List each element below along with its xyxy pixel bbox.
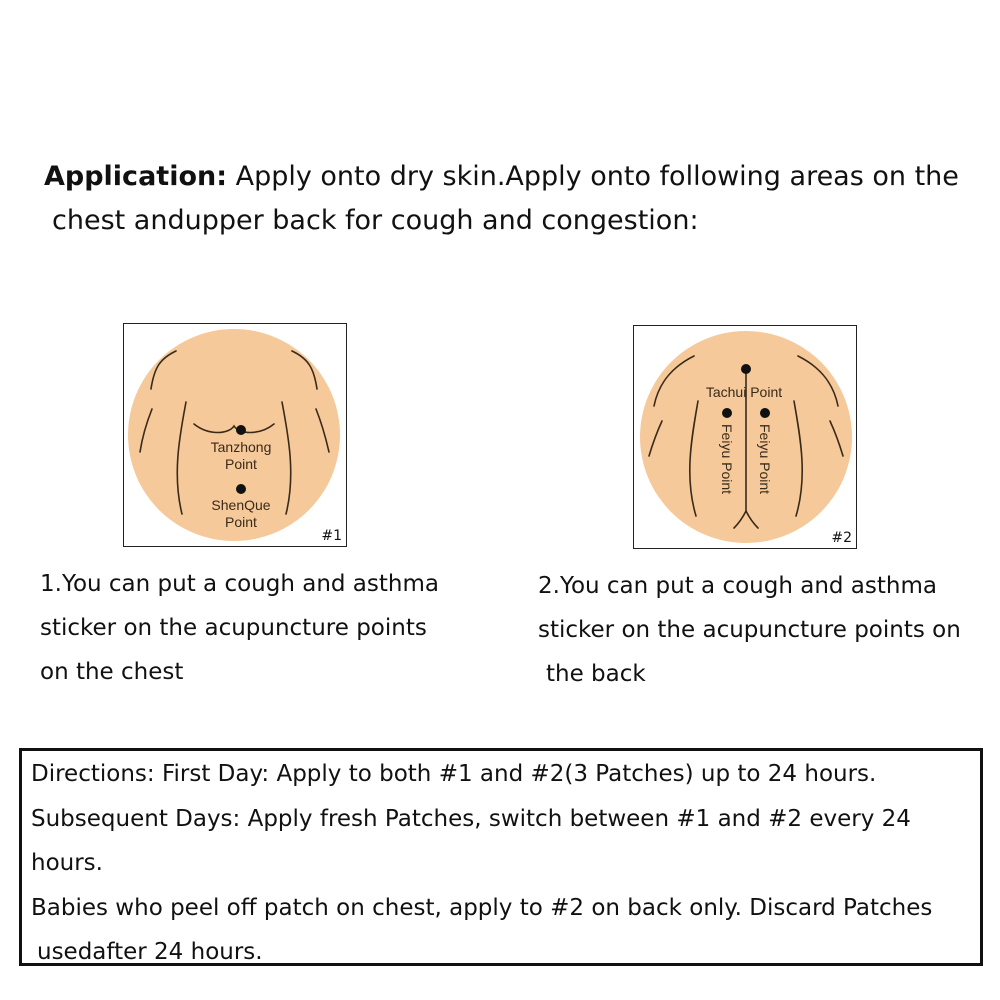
chest-diagram — [123, 323, 347, 547]
chest-caption — [40, 562, 490, 694]
chest-caption-line-3: on the chest — [40, 659, 184, 685]
figure-2-label: #2 — [831, 530, 852, 546]
feiyu-left-point-dot — [722, 408, 732, 418]
tanzhong-label-1: Tanzhong — [210, 439, 272, 455]
directions-line-4: Babies who peel off patch on chest, apply to #2 on back only. Discard Patches — [31, 894, 933, 921]
directions-line-1 — [31, 752, 980, 797]
back-diagram — [633, 325, 857, 549]
application-text-1: Apply onto dry skin.Apply onto following areas on the — [227, 161, 959, 192]
directions-text-1: : First Day: Apply to both #1 and #2(3 Patches) up to 24 hours. — [146, 761, 877, 787]
chest-caption-line-1: 1.You can put a cough and asthma — [40, 571, 439, 597]
shenque-point-dot — [236, 484, 246, 494]
directions-heading: Directions — [31, 761, 147, 787]
application-heading: Application: — [44, 161, 228, 192]
application-text-2: chest andupper back for cough and congestion: — [52, 205, 699, 236]
directions-box — [19, 748, 983, 966]
directions-line-2: Subsequent Days: Apply fresh Patches, switch between #1 and #2 every 24 — [31, 805, 911, 832]
tanzhong-point-dot — [236, 425, 246, 435]
back-caption — [538, 564, 988, 696]
chest-caption-line-2: sticker on the acupuncture points — [40, 615, 427, 641]
application-paragraph — [44, 155, 974, 243]
directions-line-5: usedafter 24 hours. — [37, 939, 263, 965]
tachui-label: Tachui Point — [705, 384, 783, 400]
feiyu-left-label: Feiyu Point — [719, 424, 735, 495]
figure-1-label: #1 — [321, 528, 342, 544]
directions-line-3: hours. — [31, 850, 103, 876]
tachui-point-dot — [741, 364, 751, 374]
back-caption-line-1: 2.You can put a cough and asthma — [538, 573, 937, 599]
tanzhong-label-2: Point — [225, 456, 257, 472]
application-line-1 — [44, 155, 974, 199]
back-illustration — [634, 326, 856, 548]
feiyu-right-label: Feiyu Point — [757, 424, 773, 495]
back-caption-line-3: the back — [546, 661, 646, 687]
chest-illustration — [124, 324, 346, 546]
feiyu-right-point-dot — [760, 408, 770, 418]
back-caption-line-2: sticker on the acupuncture points on — [538, 617, 961, 643]
shenque-label-1: ShenQue — [211, 497, 271, 513]
shenque-label-2: Point — [225, 514, 257, 530]
